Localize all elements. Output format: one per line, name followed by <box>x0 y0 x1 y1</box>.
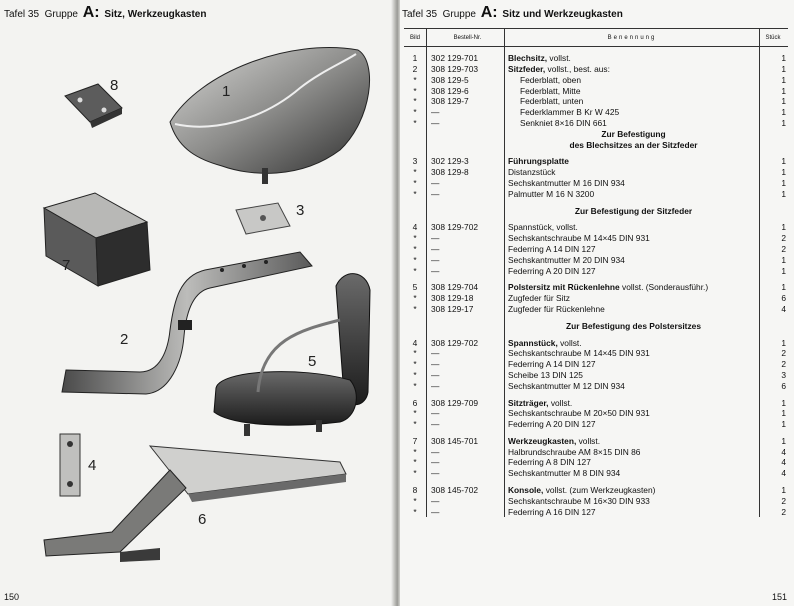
cell-bild: * <box>413 408 417 419</box>
cell-bestell-nr: — <box>427 468 505 479</box>
item-name: Werkzeugkasten, <box>508 435 577 446</box>
item-name: Sechskantschraube M 14×45 DIN 931 <box>508 233 650 244</box>
item-name: Federring A 8 DIN 127 <box>508 457 591 468</box>
cell-stueck: 1 <box>760 107 789 118</box>
cell-benennung <box>505 381 760 392</box>
item-name: Sechskantmutter M 16 DIN 934 <box>508 177 625 188</box>
cell-stueck: 1 <box>760 64 789 75</box>
cell-bild <box>404 139 427 150</box>
cell-stueck: 1 <box>760 265 789 276</box>
callout-4: 4 <box>88 457 97 474</box>
table-row <box>404 282 788 293</box>
cell-bestell-nr: — <box>427 457 505 468</box>
item-suffix: vollst., best. aus: <box>545 63 610 74</box>
part-5-polstersitz <box>214 274 370 436</box>
right-page <box>400 0 794 606</box>
cell-bild: * <box>413 177 417 188</box>
cell-benennung <box>505 457 760 468</box>
cell-stueck: 2 <box>760 348 789 359</box>
cell-benennung <box>505 85 760 96</box>
cell-bild: * <box>413 348 417 359</box>
item-name: Sechskantschraube M 14×45 DIN 931 <box>508 348 650 359</box>
table-header-row <box>404 29 788 47</box>
cell-stueck: 1 <box>760 408 789 419</box>
item-name: Sechskantmutter M 12 DIN 934 <box>508 380 625 391</box>
table-row <box>404 189 788 200</box>
table-row <box>404 397 788 408</box>
cell-benennung <box>505 496 760 507</box>
cell-stueck: 1 <box>760 156 789 167</box>
item-name: Sechskantschraube M 16×30 DIN 933 <box>508 495 650 506</box>
table-row <box>404 457 788 468</box>
section-heading <box>505 321 760 332</box>
item-name: Sitzfeder, <box>508 63 546 74</box>
tafel-label: Tafel 35 <box>402 9 438 20</box>
cell-bestell-nr: 308 129-17 <box>427 304 505 315</box>
table-row <box>404 85 788 96</box>
item-name: Federblatt, unten <box>520 96 584 107</box>
part-7-werkzeugkasten <box>44 193 150 286</box>
item-name: Spannstück, <box>508 222 555 233</box>
cell-bild: * <box>413 419 417 430</box>
cell-bestell-nr: — <box>427 359 505 370</box>
parts-list-body <box>404 47 788 518</box>
item-name: Zur Befestigung der Sitzfeder <box>574 205 693 216</box>
section-heading <box>505 205 760 216</box>
cell-bestell-nr: — <box>427 255 505 266</box>
cell-stueck <box>760 205 789 216</box>
item-suffix: vollst. <box>554 222 578 233</box>
callout-8: 8 <box>110 77 119 94</box>
cell-stueck: 1 <box>760 96 789 107</box>
cell-bild <box>404 205 427 216</box>
cell-benennung <box>505 485 760 496</box>
cell-stueck: 3 <box>760 370 789 381</box>
table-row <box>404 485 788 496</box>
item-name: Sechskantmutter M 8 DIN 934 <box>508 468 621 479</box>
section-heading <box>505 129 760 140</box>
cell-stueck: 1 <box>760 75 789 86</box>
cell-bild: * <box>413 243 417 254</box>
item-name: Federring A 20 DIN 127 <box>508 265 596 276</box>
cell-bestell-nr: — <box>427 178 505 189</box>
cell-bild: 1 <box>412 53 418 64</box>
cell-bild: 7 <box>412 435 418 446</box>
cell-stueck: 1 <box>760 419 789 430</box>
cell-bild: * <box>413 265 417 276</box>
cell-bild: * <box>413 293 417 304</box>
cell-stueck: 2 <box>760 244 789 255</box>
item-name: Federblatt, oben <box>520 74 581 85</box>
group-letter: A: <box>480 4 498 21</box>
item-name: Sitzträger, <box>508 397 549 408</box>
cell-bild: * <box>413 495 417 506</box>
item-suffix: vollst. <box>548 397 573 408</box>
table-row <box>404 255 788 266</box>
cell-bild: 5 <box>412 282 418 293</box>
page-title: Sitz und Werkzeugkasten <box>502 9 623 20</box>
left-page-number: 150 <box>4 592 20 602</box>
item-name: Sechskantschraube M 20×50 DIN 931 <box>508 408 650 419</box>
cell-bestell-nr <box>427 205 505 216</box>
cell-bestell-nr: 308 129-6 <box>427 85 505 96</box>
cell-stueck: 6 <box>760 381 789 392</box>
cell-bild: * <box>413 303 417 314</box>
cell-benennung <box>505 75 760 86</box>
cell-stueck: 1 <box>760 222 789 233</box>
item-name: Federring A 16 DIN 127 <box>508 506 596 517</box>
cell-bestell-nr <box>427 321 505 332</box>
cell-benennung <box>505 447 760 458</box>
item-name: Zugfeder für Sitz <box>508 293 570 304</box>
cell-bild: * <box>413 457 417 468</box>
cell-bild <box>404 321 427 332</box>
item-name: Federblatt, Mitte <box>520 85 581 96</box>
right-page-number: 151 <box>772 592 788 602</box>
cell-bild: * <box>413 188 417 199</box>
cell-stueck: 2 <box>760 496 789 507</box>
item-name: Federring A 14 DIN 127 <box>508 359 596 370</box>
cell-benennung <box>505 189 760 200</box>
callout-6: 6 <box>198 511 207 528</box>
cell-stueck: 4 <box>760 447 789 458</box>
cell-stueck <box>760 321 789 332</box>
cell-bestell-nr: 308 129-8 <box>427 167 505 178</box>
callout-3: 3 <box>296 202 305 219</box>
cell-bild <box>404 129 427 140</box>
cell-benennung <box>505 96 760 107</box>
cell-benennung <box>505 222 760 233</box>
cell-bestell-nr: 308 129-702 <box>427 222 505 233</box>
item-name: Polstersitz mit Rückenlehne <box>508 282 620 293</box>
table-row <box>404 348 788 359</box>
table-row <box>404 337 788 348</box>
cell-bestell-nr: 302 129-3 <box>427 156 505 167</box>
cell-bild: * <box>413 167 417 178</box>
cell-benennung <box>505 337 760 348</box>
cell-bestell-nr: — <box>427 419 505 430</box>
cell-bestell-nr: — <box>427 348 505 359</box>
item-suffix: vollst. <box>547 53 571 64</box>
cell-benennung <box>505 167 760 178</box>
table-row <box>404 436 788 447</box>
section-heading-row <box>404 129 788 140</box>
table-row <box>404 370 788 381</box>
item-name: Zur Befestigung des Polstersitzes <box>566 320 701 331</box>
cell-bild: * <box>413 74 417 85</box>
cell-benennung <box>505 468 760 479</box>
callout-1: 1 <box>222 83 231 100</box>
column-header-benennung: Benennung <box>505 29 760 47</box>
cell-bestell-nr: — <box>427 381 505 392</box>
cell-bestell-nr: 308 129-7 <box>427 96 505 107</box>
table-row <box>404 233 788 244</box>
part-4-spannstueck <box>60 434 80 496</box>
table-row <box>404 167 788 178</box>
cell-stueck: 1 <box>760 282 789 293</box>
cell-benennung <box>505 370 760 381</box>
cell-benennung <box>505 255 760 266</box>
table-row <box>404 118 788 129</box>
column-header-bestell-nr: Bestell-Nr. <box>427 29 505 47</box>
table-row <box>404 53 788 64</box>
cell-benennung <box>505 397 760 408</box>
cell-bild: 4 <box>412 222 418 233</box>
item-name: Führungsplatte <box>508 156 569 167</box>
cell-benennung <box>505 53 760 64</box>
cell-stueck: 6 <box>760 293 789 304</box>
cell-stueck <box>760 129 789 140</box>
table-row <box>404 468 788 479</box>
cell-stueck: 1 <box>760 118 789 129</box>
cell-bestell-nr: 308 129-704 <box>427 282 505 293</box>
cell-bild: * <box>413 506 417 517</box>
cell-bild: 8 <box>412 485 418 496</box>
cell-stueck: 1 <box>760 53 789 64</box>
table-row <box>404 408 788 419</box>
item-suffix: vollst. (zum Werkzeugkasten) <box>543 485 656 496</box>
cell-bestell-nr: — <box>427 370 505 381</box>
cell-bestell-nr: — <box>427 118 505 129</box>
cell-benennung <box>505 348 760 359</box>
callout-5: 5 <box>308 353 317 370</box>
item-name: Spannstück, <box>508 337 558 348</box>
cell-bestell-nr: — <box>427 189 505 200</box>
cell-bestell-nr: 308 145-702 <box>427 485 505 496</box>
cell-benennung <box>505 408 760 419</box>
cell-bestell-nr: — <box>427 506 505 517</box>
cell-bestell-nr <box>427 139 505 150</box>
table-row <box>404 64 788 75</box>
group-letter: A: <box>82 4 100 21</box>
parts-list-table <box>404 28 788 517</box>
table-row <box>404 496 788 507</box>
cell-benennung <box>505 107 760 118</box>
table-row <box>404 419 788 430</box>
cell-bestell-nr: — <box>427 408 505 419</box>
cell-stueck: 1 <box>760 178 789 189</box>
cell-bestell-nr: — <box>427 447 505 458</box>
cell-bild: * <box>413 96 417 107</box>
table-row <box>404 359 788 370</box>
cell-bild: * <box>413 359 417 370</box>
gruppe-label: Gruppe <box>44 9 78 20</box>
item-name: Scheibe 13 DIN 125 <box>508 369 583 380</box>
item-name: Zugfeder für Rückenlehne <box>508 303 605 314</box>
cell-benennung <box>505 118 760 129</box>
cell-stueck: 1 <box>760 485 789 496</box>
cell-stueck: 4 <box>760 457 789 468</box>
cell-benennung <box>505 359 760 370</box>
table-row <box>404 293 788 304</box>
item-name: Federklammer B Kr W 425 <box>520 107 620 118</box>
cell-stueck: 1 <box>760 337 789 348</box>
cell-bestell-nr: 308 145-701 <box>427 436 505 447</box>
cell-bestell-nr: 308 129-709 <box>427 397 505 408</box>
cell-bestell-nr: — <box>427 233 505 244</box>
cell-benennung <box>505 233 760 244</box>
table-row <box>404 107 788 118</box>
cell-bild: 3 <box>412 156 418 167</box>
cell-stueck: 2 <box>760 359 789 370</box>
cell-benennung <box>505 419 760 430</box>
cell-benennung <box>505 304 760 315</box>
item-name: Senkniet 8×16 DIN 661 <box>520 117 607 128</box>
cell-bestell-nr: — <box>427 107 505 118</box>
cell-bestell-nr: 308 129-18 <box>427 293 505 304</box>
item-name: Distanzstück <box>508 167 556 178</box>
gruppe-label: Gruppe <box>442 9 476 20</box>
section-heading-row <box>404 321 788 332</box>
item-suffix: vollst. <box>557 337 582 348</box>
cell-stueck: 1 <box>760 255 789 266</box>
cell-bild: * <box>413 117 417 128</box>
item-name: des Blechsitzes an der Sitzfeder <box>569 139 698 150</box>
cell-bestell-nr: 302 129-701 <box>427 53 505 64</box>
item-suffix: vollst. (Sonderausführ.) <box>619 282 709 293</box>
section-heading-row <box>404 139 788 150</box>
cell-benennung <box>505 64 760 75</box>
cell-stueck: 1 <box>760 436 789 447</box>
table-row <box>404 222 788 233</box>
section-heading <box>505 139 760 150</box>
item-name: Palmutter M 16 N 3200 <box>508 188 595 199</box>
cell-bestell-nr: 308 129-5 <box>427 75 505 86</box>
table-row <box>404 447 788 458</box>
cell-bild: * <box>413 254 417 265</box>
cell-bild: * <box>413 107 417 118</box>
cell-bild: * <box>413 85 417 96</box>
table-row <box>404 96 788 107</box>
cell-bestell-nr: 308 129-703 <box>427 64 505 75</box>
item-name: Blechsitz, <box>508 53 548 64</box>
cell-bestell-nr: — <box>427 496 505 507</box>
table-row <box>404 244 788 255</box>
right-page-header <box>402 4 623 22</box>
cell-bild: * <box>413 233 417 244</box>
page-title: Sitz, Werkzeugkasten <box>104 9 207 20</box>
item-name: Konsole, <box>508 485 544 496</box>
table-row <box>404 75 788 86</box>
cell-bestell-nr <box>427 129 505 140</box>
cell-stueck: 1 <box>760 189 789 200</box>
cell-bild: 4 <box>412 337 418 348</box>
table-row <box>404 506 788 517</box>
cell-stueck <box>760 139 789 150</box>
part-1-blechsitz <box>170 48 370 184</box>
cell-benennung <box>505 293 760 304</box>
item-name: Federring A 20 DIN 127 <box>508 419 596 430</box>
cell-benennung <box>505 506 760 517</box>
cell-stueck: 4 <box>760 304 789 315</box>
callout-2: 2 <box>120 331 129 348</box>
callout-7: 7 <box>62 257 71 274</box>
cell-benennung <box>505 178 760 189</box>
cell-bild: 2 <box>412 63 418 74</box>
table-row <box>404 265 788 276</box>
item-name: Halbrundschraube AM 8×15 DIN 86 <box>508 446 641 457</box>
item-suffix: vollst. <box>576 435 601 446</box>
item-name: Federring A 14 DIN 127 <box>508 243 596 254</box>
table-row <box>404 304 788 315</box>
cell-stueck: 1 <box>760 85 789 96</box>
cell-benennung <box>505 436 760 447</box>
cell-benennung <box>505 244 760 255</box>
table-row <box>404 156 788 167</box>
cell-stueck: 1 <box>760 167 789 178</box>
cell-bestell-nr: — <box>427 265 505 276</box>
column-header-bild: Bild <box>404 29 427 47</box>
table-row <box>404 381 788 392</box>
cell-bild: * <box>413 468 417 479</box>
section-heading-row <box>404 205 788 216</box>
cell-bild: * <box>413 369 417 380</box>
cell-bestell-nr: — <box>427 244 505 255</box>
cell-stueck: 2 <box>760 233 789 244</box>
table-row <box>404 178 788 189</box>
cell-bild: 6 <box>412 397 418 408</box>
item-name: Sechskantmutter M 20 DIN 934 <box>508 254 625 265</box>
cell-bild: * <box>413 380 417 391</box>
cell-bestell-nr: 308 129-702 <box>427 337 505 348</box>
column-header-stueck: Stück <box>760 29 789 47</box>
cell-benennung <box>505 265 760 276</box>
tafel-label: Tafel 35 <box>4 9 40 20</box>
item-name: Zur Befestigung <box>601 128 666 139</box>
cell-bild: * <box>413 446 417 457</box>
cell-benennung <box>505 282 760 293</box>
cell-benennung <box>505 156 760 167</box>
part-3-fuehrungsplatte <box>236 203 290 234</box>
cell-stueck: 4 <box>760 468 789 479</box>
cell-stueck: 1 <box>760 397 789 408</box>
cell-stueck: 2 <box>760 506 789 517</box>
